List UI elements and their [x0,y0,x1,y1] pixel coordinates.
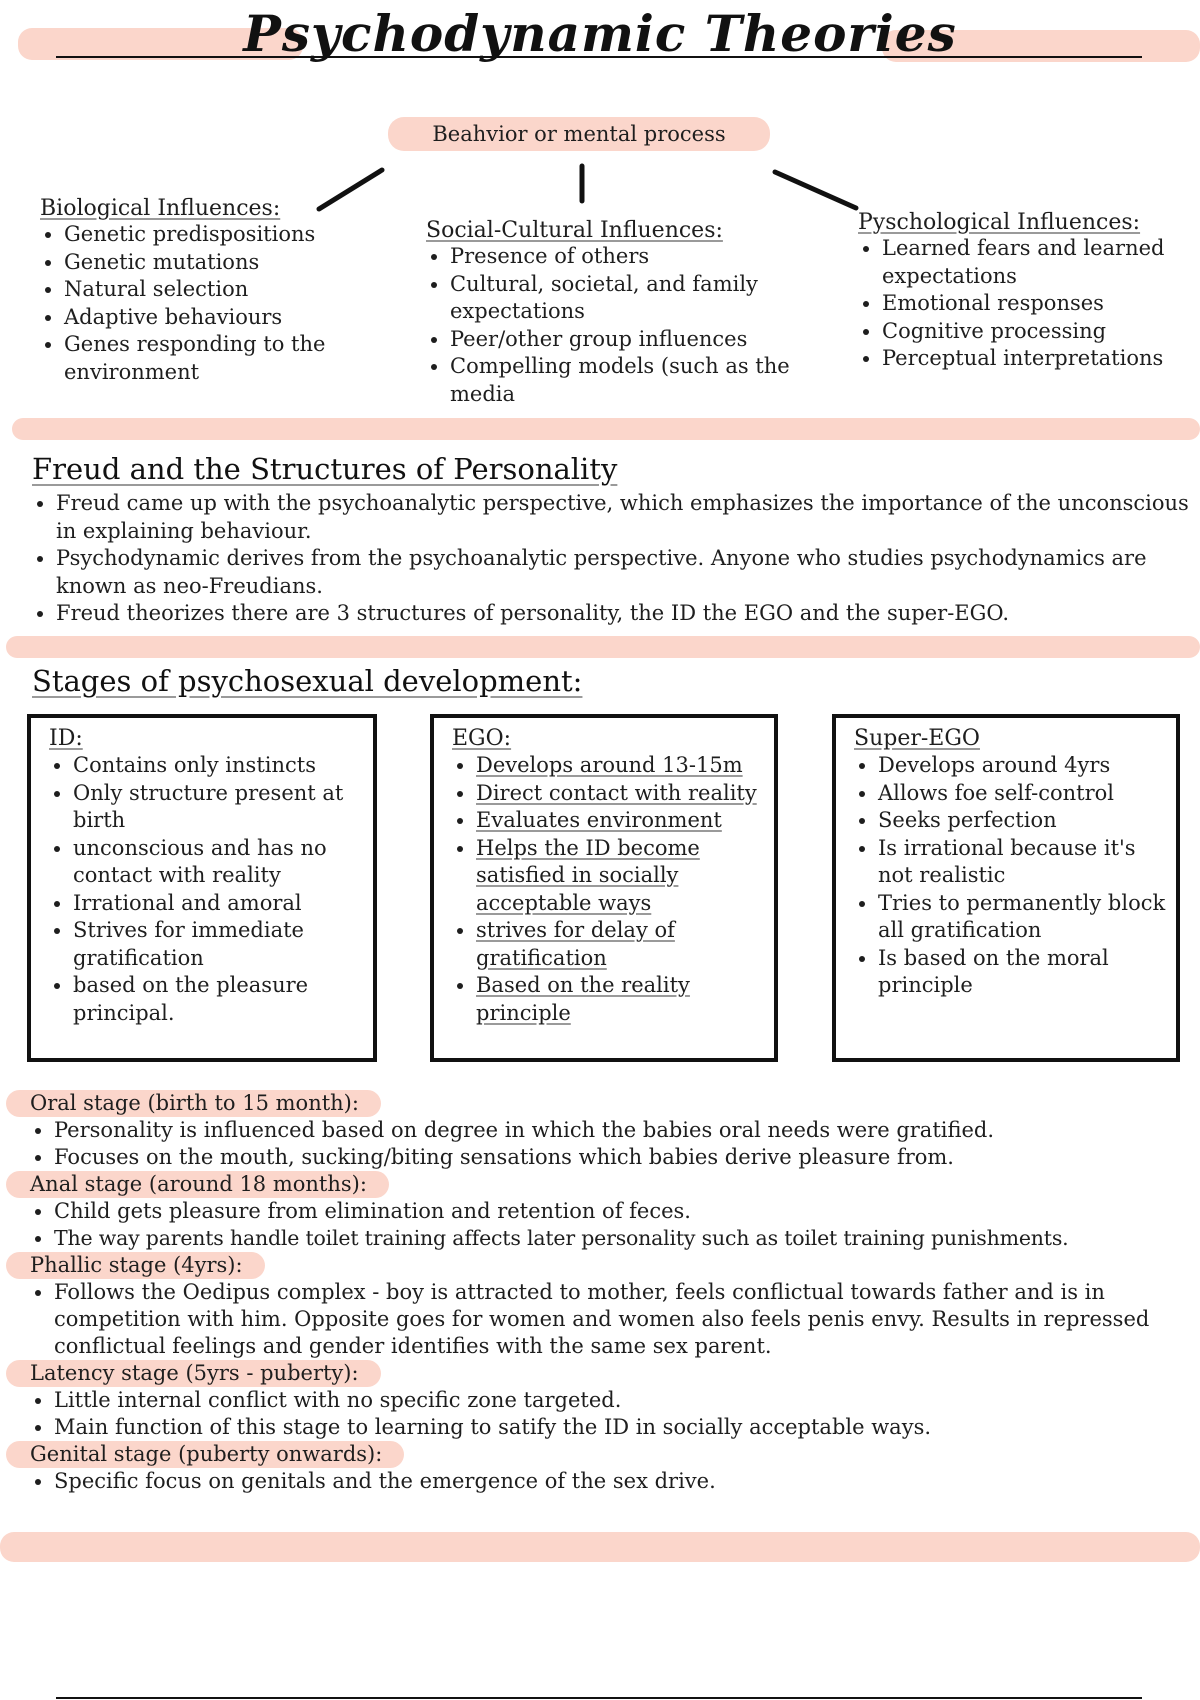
list-item [476,835,766,918]
list-item: • Natural selection [64,276,370,304]
influence-list [858,235,1196,373]
stage-heading: Phallic stage (4yrs): [6,1252,265,1279]
stage-list [30,1117,1195,1171]
list-item: • Presence of others [450,243,806,271]
box-list [49,752,365,1027]
list-item: • Cognitive processing [882,318,1196,346]
list-item: • Specific focus on genitals and the emergence of the sex drive. [54,1468,1195,1495]
stage-oral [30,1090,1195,1171]
box-heading: Super-EGO [854,726,980,751]
list-item: • Psychodynamic derives from the psychoanalytic perspective. Anyone who studies psychodynamics are known as neo-Freudians. [56,545,1192,600]
biological-influences [40,196,370,386]
box-heading: EGO: [452,726,512,751]
list-item: • Focuses on the mouth, sucking/biting sensations which babies derive pleasure from. [54,1144,1195,1171]
stages-section-title: Stages of psychosexual development: [32,664,583,698]
stage-anal [30,1171,1195,1252]
list-item-text: Evaluates environment [476,808,722,832]
list-item: • Genetic mutations [64,249,370,277]
list-item: • Cultural, societal, and family expectations [450,271,806,326]
influence-list [426,243,806,408]
list-item-text: Based on the reality principle [476,973,690,1025]
divider-band [0,1532,1200,1562]
id-box [27,714,377,1062]
stage-list [30,1468,1195,1495]
stage-heading: Genital stage (puberty onwards): [6,1441,404,1468]
list-item: • Develops around 4yrs [878,752,1168,780]
super-ego-box [832,714,1180,1062]
list-item: • Learned fears and learned expectations [882,235,1196,290]
psychosexual-stages [30,1090,1195,1495]
list-item: • Is irrational because it's not realistic [878,835,1168,890]
list-item: • Adaptive behaviours [64,304,370,332]
list-item: • Contains only instincts [73,752,365,780]
list-item: • Seeks perfection [878,807,1168,835]
list-item: • Emotional responses [882,290,1196,318]
list-item: • Freud theorizes there are 3 structures of personality, the ID the EGO and the super-EGO. [56,600,1192,628]
box-list [452,752,766,1027]
list-item: • Strives for immediate gratification [73,917,365,972]
list-item: • Genes responding to the environment [64,331,370,386]
stage-heading: Oral stage (birth to 15 month): [6,1090,381,1117]
divider-band [6,636,1200,658]
list-item-text: Direct contact with reality [476,780,757,805]
list-item: • Tries to permanently block all gratification [878,890,1168,945]
stage-list [30,1279,1195,1360]
footer-rule [56,1697,1142,1699]
list-item: • Follows the Oedipus complex - boy is attracted to mother, feels conflictual towards father and is in competition with him. Opposite goes for women and women also feels penis envy. Results in repressed conflictual feelings and gender identifies with the same sex parent. [54,1279,1195,1360]
list-item: • Perceptual interpretations [882,345,1196,373]
box-list [854,752,1168,1000]
freud-list [32,490,1192,628]
freud-section-title: Freud and the Structures of Personality [32,452,618,486]
list-item: • based on the pleasure principal. [73,972,365,1027]
list-item: • Allows foe self-control [878,780,1168,808]
list-item-text: Develops around 13-15m [476,753,743,777]
list-item [476,752,766,780]
list-item: • Compelling models (such as the media [450,353,806,408]
list-item-text: strives for delay of gratification [476,918,675,970]
list-item: • Only structure present at birth [73,780,365,835]
list-item: • Freud came up with the psychoanalytic perspective, which emphasizes the importance of the unconscious in explaining behaviour. [56,490,1192,545]
list-item: • Irrational and amoral [73,890,365,918]
list-item: • unconscious and has no contact with reality [73,835,365,890]
list-item: • Peer/other group influences [450,326,806,354]
list-item: • Is based on the moral principle [878,945,1168,1000]
list-item: • Personality is influenced based on degree in which the babies oral needs were gratified. [54,1117,1195,1144]
influence-heading: Social-Cultural Influences: [426,218,723,243]
influence-heading: Biological Influences: [40,196,281,221]
list-item [476,917,766,972]
list-item: • Little internal conflict with no specific zone targeted. [54,1387,1195,1414]
influence-list [40,221,370,386]
list-item-text: Helps the ID become satisfied in socially acceptable ways [476,835,700,915]
stage-list [30,1387,1195,1441]
list-item: • Genetic predispositions [64,221,370,249]
box-heading: ID: [49,726,83,751]
freud-section [32,490,1192,628]
psychological-influences [858,210,1196,373]
ego-box [430,714,778,1062]
list-item [476,972,766,1027]
center-node: Beahvior or mental process [388,117,770,151]
influence-heading: Pyschological Influences: [858,210,1141,235]
list-item: • Child gets pleasure from elimination and retention of feces. [54,1198,1195,1225]
stage-heading: Anal stage (around 18 months): [6,1171,389,1198]
stage-phallic [30,1252,1195,1360]
stage-heading: Latency stage (5yrs - puberty): [6,1360,381,1387]
list-item: • Main function of this stage to learning to satify the ID in socially acceptable ways. [54,1414,1195,1441]
divider-band [12,418,1200,440]
list-item: • The way parents handle toilet training affects later personality such as toilet training punishments. [54,1225,1195,1252]
page-title: Psychodynamic Theories [243,4,957,63]
list-item [476,780,766,808]
connector-right [775,172,856,208]
stage-list [30,1198,1195,1252]
stage-latency [30,1360,1195,1441]
list-item [476,807,766,835]
social-cultural-influences [426,218,806,408]
stage-genital [30,1441,1195,1495]
